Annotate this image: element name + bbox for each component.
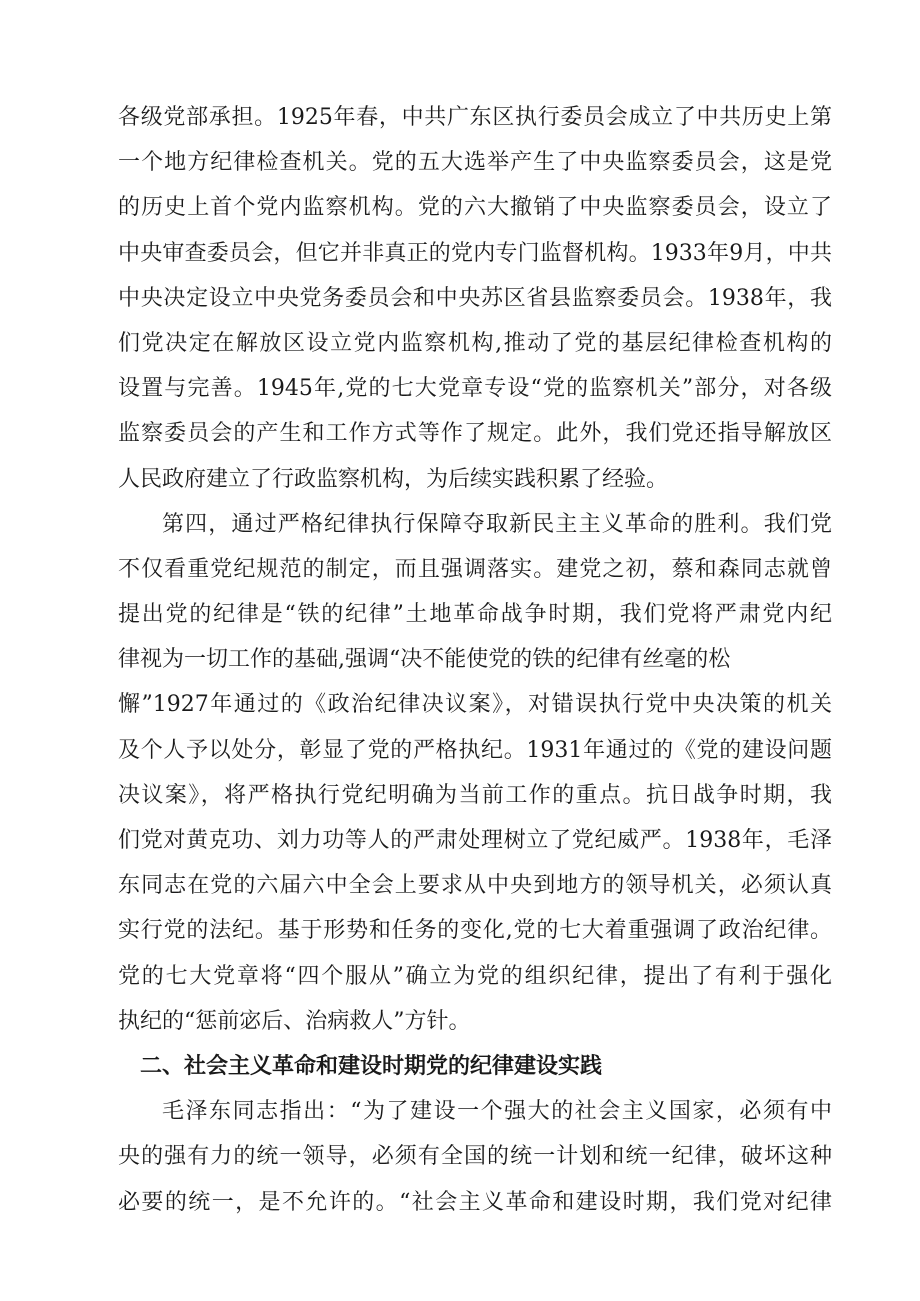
paragraph-line: 一个地方纪律检查机关。党的五大选举产生了中央监察委员会，这是党 [118,150,832,176]
paragraph-line: 第四，通过严格纪律执行保障夺取新民主主义革命的胜利。我们党 [162,511,832,537]
paragraph-line: 人民政府建立了行政监察机构，为后续实践积累了经验。 [118,466,669,492]
paragraph-line: 央的强有力的统一领导，必须有全国的统一计划和统一纪律，破坏这种 [118,1144,832,1170]
paragraph-line: 的历史上首个党内监察机构。党的六大撤销了中央监察委员会，设立了 [118,195,832,221]
section-heading: 二、社会主义革命和建设时期党的纪律建设实践 [140,1053,603,1079]
paragraph-line: 们党决定在解放区设立党内监察机构,推动了党的基层纪律检查机构的 [118,330,832,356]
paragraph-line: 们党对黄克功、刘力功等人的严肃处理树立了党纪威严。1938年，毛泽 [118,828,832,853]
paragraph-line: 党的七大党章将“四个服从”确立为党的组织纪律，提出了有利于强化 [118,963,832,989]
paragraph-line: 实行党的法纪。基于形势和任务的变化,党的七大着重强调了政治纪律。 [118,918,832,944]
paragraph-line: 决议案》，将严格执行党纪明确为当前工作的重点。抗日战争时期，我 [118,782,832,808]
paragraph-line: 提出党的纪律是“铁的纪律”土地革命战争时期，我们党将严肃党内纪 [118,602,832,628]
paragraph-line: 各级党部承担。1925年春，中共广东区执行委员会成立了中共历史上第 [118,105,832,130]
document-body [118,95,832,1225]
paragraph-line: 中央审查委员会，但它并非真正的党内专门监督机构。1933年9月，中共 [118,240,832,266]
paragraph-line: 毛泽东同志指出：“为了建设一个强大的社会主义国家，必须有中 [162,1099,832,1125]
paragraph-line: 中央决定设立中央党务委员会和中央苏区省县监察委员会。1938年，我 [118,285,832,311]
paragraph-line: 不仅看重党纪规范的制定，而且强调落实。建党之初，蔡和森同志就曾 [118,556,832,582]
paragraph-line: 东同志在党的六届六中全会上要求从中央到地方的领导机关，必须认真 [118,873,832,899]
paragraph-line: 执纪的“惩前宓后、治病救人”方针。 [118,1008,471,1034]
paragraph-line: 设置与完善。1945年,党的七大党章专设“党的监察机关”部分，对各级 [118,376,832,402]
paragraph-line: 监察委员会的产生和工作方式等作了规定。此外，我们党还指导解放区 [118,421,832,447]
paragraph-line: 及个人予以处分，彰显了党的严格执纪。1931年通过的《党的建设问题 [118,737,832,763]
paragraph-line: 懈”1927年通过的《政治纪律决议案》，对错误执行党中央决策的机关 [118,692,832,718]
paragraph-line: 必要的统一，是不允许的。“社会主义革命和建设时期，我们党对纪律 [118,1189,832,1215]
paragraph-line: 律视为一切工作的基础,强调“决不能使党的铁的纪律有丝毫的松 [118,647,731,673]
